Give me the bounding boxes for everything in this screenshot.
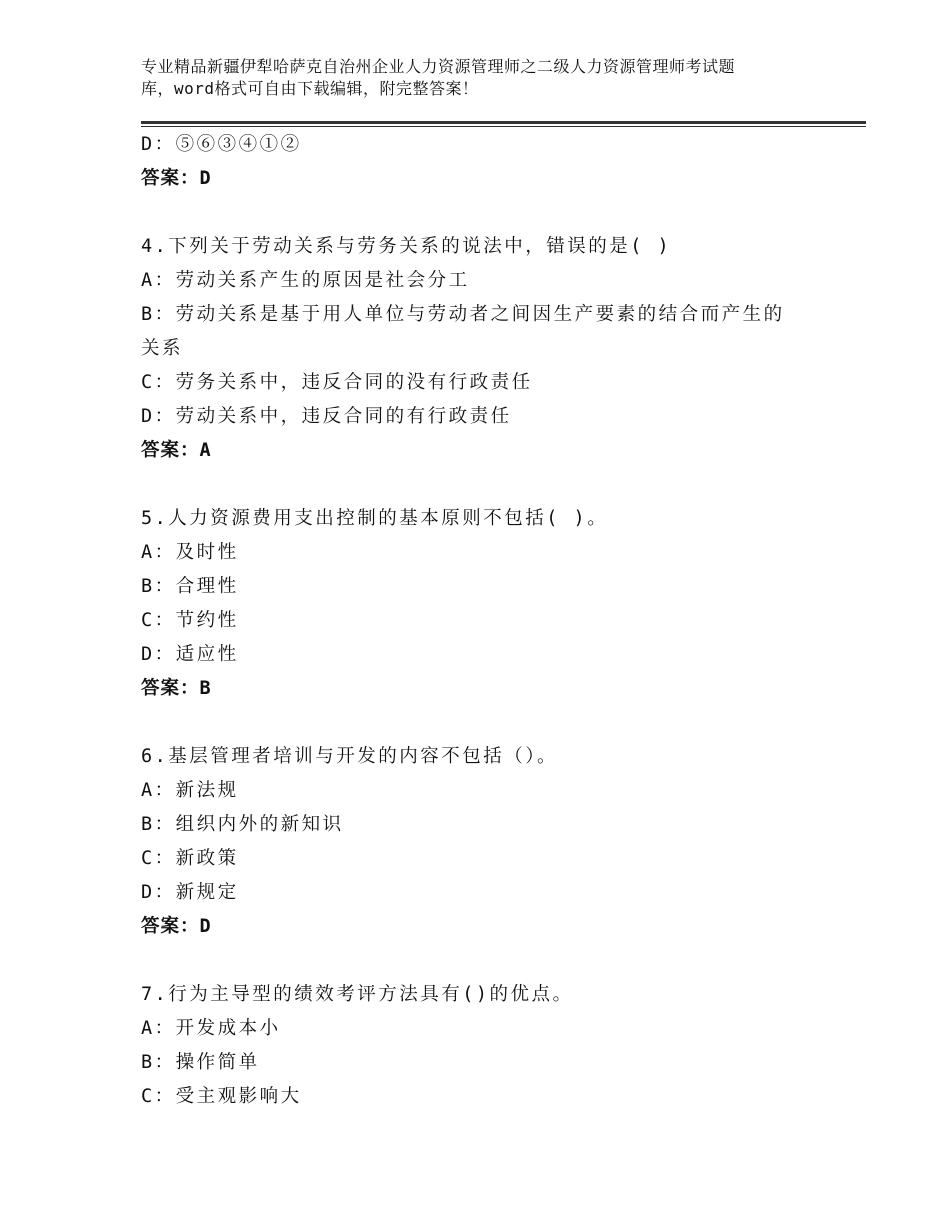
page-header <box>141 56 841 100</box>
answer-line: 答案：A <box>141 440 212 461</box>
option-b: B：组织内外的新知识 <box>141 814 344 835</box>
question-stem: 6.基层管理者培训与开发的内容不包括（）。 <box>141 746 559 767</box>
answer-line: 答案：D <box>141 916 212 937</box>
question-block-prev <box>141 128 841 196</box>
option-c: C：受主观影响大 <box>141 1086 302 1107</box>
option-b-continued: 关系 <box>141 338 184 359</box>
option-a: A：新法规 <box>141 780 239 801</box>
option-a: A：及时性 <box>141 542 239 563</box>
question-block-5 <box>141 502 841 706</box>
option-d: D：新规定 <box>141 882 239 903</box>
option-d: D：⑤⑥③④①② <box>141 134 302 155</box>
header-line-2: 库，word格式可自由下载编辑，附完整答案！ <box>141 79 479 98</box>
spacer <box>141 196 841 230</box>
spacer <box>141 706 841 740</box>
option-c: C：劳务关系中，违反合同的没有行政责任 <box>141 372 533 393</box>
question-block-7 <box>141 978 841 1114</box>
question-block-6 <box>141 740 841 944</box>
question-stem: 5.人力资源费用支出控制的基本原则不包括( )。 <box>141 508 609 529</box>
question-stem: 7.行为主导型的绩效考评方法具有()的优点。 <box>141 984 574 1005</box>
option-a: A：劳动关系产生的原因是社会分工 <box>141 270 470 291</box>
option-a: A：开发成本小 <box>141 1018 281 1039</box>
option-c: C：节约性 <box>141 610 239 631</box>
header-divider-thick <box>141 121 866 124</box>
option-b: B：合理性 <box>141 576 239 597</box>
spacer <box>141 944 841 978</box>
option-c: C：新政策 <box>141 848 239 869</box>
option-b: B：劳动关系是基于用人单位与劳动者之间因生产要素的结合而产生的 <box>141 304 785 325</box>
question-block-4 <box>141 230 841 468</box>
answer-line: 答案：D <box>141 168 212 189</box>
header-line-1: 专业精品新疆伊犁哈萨克自治州企业人力资源管理师之二级人力资源管理师考试题 <box>141 57 736 76</box>
option-d: D：适应性 <box>141 644 239 665</box>
option-b: B：操作简单 <box>141 1052 260 1073</box>
option-d: D：劳动关系中，违反合同的有行政责任 <box>141 406 512 427</box>
question-list <box>141 128 841 1114</box>
question-stem: 4.下列关于劳动关系与劳务关系的说法中，错误的是( ) <box>141 236 672 257</box>
header-divider-thin <box>141 126 866 127</box>
answer-line: 答案：B <box>141 678 212 699</box>
spacer <box>141 468 841 502</box>
